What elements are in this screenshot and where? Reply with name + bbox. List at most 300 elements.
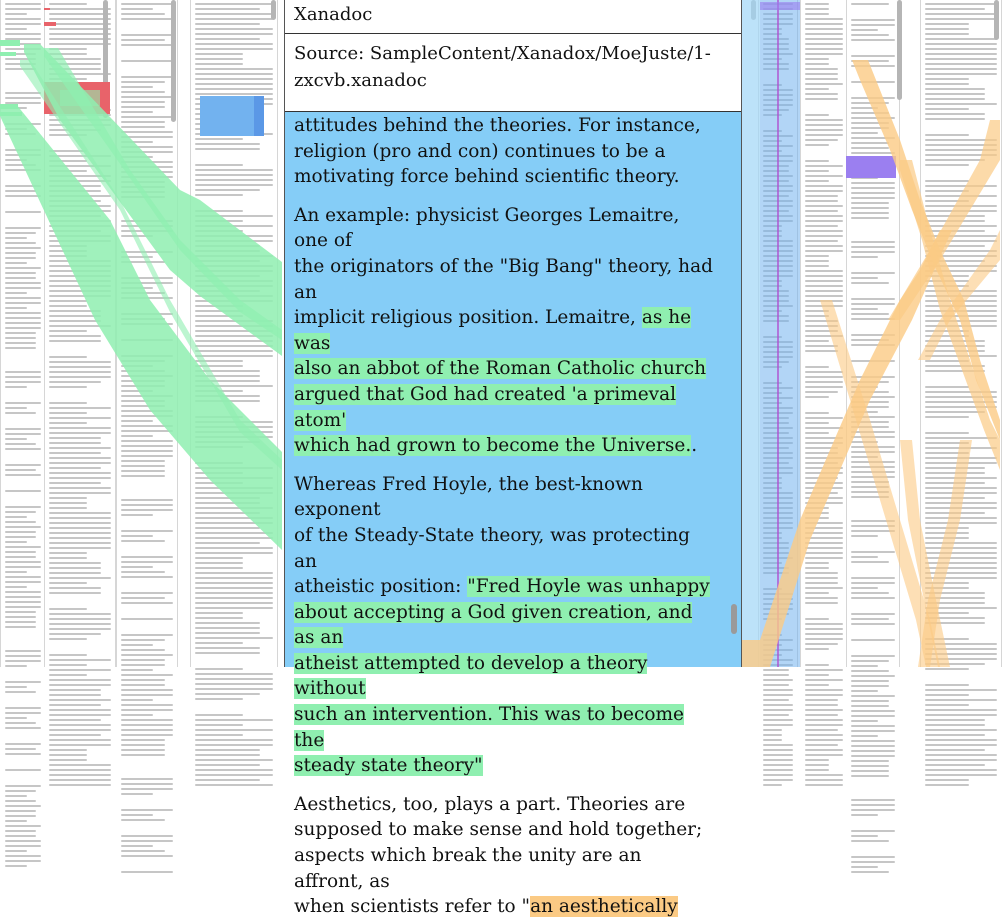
mini-column-scrollbar[interactable] xyxy=(103,0,108,118)
mini-text-line xyxy=(117,49,177,57)
mini-text-line xyxy=(5,332,36,334)
mini-text-line xyxy=(5,18,41,20)
mini-text-line xyxy=(49,225,111,227)
mini-text-line xyxy=(805,714,838,716)
mini-text-line xyxy=(805,462,838,464)
mini-text-line xyxy=(763,341,793,343)
mini-text-line xyxy=(763,472,793,474)
mini-text-line xyxy=(805,467,843,469)
mini-text-line xyxy=(805,542,843,544)
mini-text-line xyxy=(195,265,273,267)
mini-text-line xyxy=(49,557,87,559)
mini-text-line xyxy=(925,48,997,50)
mini-text-line xyxy=(49,325,111,327)
mini-text-line xyxy=(763,407,793,409)
mini-text-line xyxy=(49,23,111,25)
mini-text-line xyxy=(49,402,87,404)
mini-text-line xyxy=(5,169,41,171)
mini-text-line xyxy=(49,305,87,307)
mini-text-line xyxy=(49,165,111,167)
mini-text-line xyxy=(195,507,273,509)
mini-text-line xyxy=(851,695,895,697)
green-highlighted-text[interactable]: "Fred Hoyle was unhappy xyxy=(467,576,710,598)
mini-text-line xyxy=(925,88,985,90)
mini-text-line xyxy=(805,684,829,686)
mini-text-line xyxy=(925,205,997,207)
mini-text-line xyxy=(195,562,243,564)
mini-text-line xyxy=(117,519,177,527)
mini-text-line xyxy=(851,491,889,493)
mini-text-line xyxy=(195,184,273,186)
mini-text-line xyxy=(121,535,153,537)
mini-text-line xyxy=(851,710,895,712)
mini-text-line xyxy=(121,514,153,516)
mini-text-line xyxy=(195,759,273,761)
mini-text-line xyxy=(5,232,36,234)
document-paragraph xyxy=(294,472,713,779)
mini-text-line xyxy=(851,318,895,320)
mini-text-line xyxy=(925,355,997,357)
mini-text-line xyxy=(195,315,243,317)
green-highlighted-text[interactable]: about accepting a God given creation, and as an xyxy=(294,601,693,649)
mini-text-line xyxy=(195,602,273,604)
mini-text-line xyxy=(851,461,895,463)
mini-text-line xyxy=(763,140,782,142)
text-segment: supposed to make sense and hold together; xyxy=(294,819,703,841)
mini-text-line xyxy=(121,235,153,237)
mini-text-line xyxy=(195,607,273,609)
mini-text-line xyxy=(195,58,243,60)
mini-text-line xyxy=(195,729,273,731)
mini-text-line xyxy=(49,155,111,157)
mini-text-line xyxy=(851,471,895,473)
mini-text-line xyxy=(925,704,969,706)
mini-text-line xyxy=(851,577,895,579)
mini-text-line xyxy=(763,104,793,106)
mini-text-line xyxy=(925,290,997,292)
mini-text-line xyxy=(763,452,793,454)
mini-text-line xyxy=(195,255,273,257)
mini-text-line xyxy=(805,180,829,182)
mini-text-line xyxy=(925,149,997,151)
mini-column-scrollbar[interactable] xyxy=(897,0,902,100)
mini-text-line xyxy=(763,165,789,167)
mini-text-line xyxy=(49,190,101,192)
mini-text-line xyxy=(925,200,969,202)
document-scrollbar[interactable] xyxy=(731,604,737,634)
mini-text-line xyxy=(925,315,997,317)
mini-text-line xyxy=(805,305,843,307)
mini-text-line xyxy=(195,103,273,105)
mini-text-line xyxy=(851,441,878,443)
mini-text-line xyxy=(847,644,899,652)
mini-text-line xyxy=(5,556,36,558)
mini-text-line xyxy=(851,755,895,757)
mini-text-line xyxy=(925,612,969,614)
mini-text-line xyxy=(49,689,101,691)
mini-text-line xyxy=(805,98,838,100)
mini-text-line xyxy=(847,349,899,357)
mini-text-line xyxy=(1,758,45,766)
text-line xyxy=(294,896,678,917)
mini-text-line xyxy=(805,784,843,786)
mini-text-line xyxy=(851,19,895,21)
mini-text-line xyxy=(805,597,838,599)
mini-text-line xyxy=(851,117,895,119)
mini-text-line xyxy=(925,240,997,242)
mini-text-line xyxy=(805,200,838,202)
text-line xyxy=(294,602,692,649)
mini-text-line xyxy=(121,719,173,721)
mini-text-line xyxy=(925,653,997,655)
mini-text-line xyxy=(851,81,895,83)
mini-text-line xyxy=(851,745,895,747)
mini-text-line xyxy=(805,160,829,162)
mini-column-scrollbar[interactable] xyxy=(171,0,176,122)
mini-text-line xyxy=(851,535,878,537)
mini-text-line xyxy=(121,561,173,563)
mini-text-line xyxy=(121,440,173,442)
mini-text-line xyxy=(851,376,895,378)
mini-text-line xyxy=(195,502,260,504)
mini-text-line xyxy=(805,129,843,131)
mini-text-line xyxy=(5,464,41,466)
mini-text-line xyxy=(805,507,829,509)
mini-text-line xyxy=(195,93,273,95)
mini-text-line xyxy=(49,28,111,30)
mini-text-line xyxy=(763,155,793,157)
mini-text-line xyxy=(805,547,843,549)
mini-text-line xyxy=(851,137,895,139)
mini-text-line xyxy=(5,307,27,309)
text-segment: implicit religious position. Lemaitre, xyxy=(294,307,642,329)
mini-text-line xyxy=(763,704,793,706)
mini-text-line xyxy=(925,98,985,100)
mini-text-line xyxy=(49,335,101,337)
mini-text-line xyxy=(1,73,45,81)
mini-text-line xyxy=(49,134,87,136)
mini-text-line xyxy=(49,185,101,187)
document-source-path xyxy=(285,34,741,112)
mini-text-line xyxy=(195,472,243,474)
mini-text-line xyxy=(49,749,87,751)
mini-text-line xyxy=(925,622,985,624)
mini-text-line xyxy=(851,655,895,657)
mini-text-line xyxy=(925,617,985,619)
mini-text-line xyxy=(805,648,829,650)
mini-text-line xyxy=(851,344,895,346)
mini-text-line xyxy=(925,547,997,549)
mini-document-column-5[interactable] xyxy=(758,0,798,667)
mini-text-line xyxy=(805,679,843,681)
mini-text-line xyxy=(49,300,87,302)
mini-text-line xyxy=(925,13,997,15)
mini-text-line xyxy=(801,653,847,661)
mini-text-line xyxy=(49,654,87,656)
mini-text-line xyxy=(5,128,27,130)
mini-text-line xyxy=(805,170,829,172)
mini-text-line xyxy=(5,297,41,299)
mini-text-line xyxy=(851,217,889,219)
mini-text-line xyxy=(5,428,41,430)
mini-text-line xyxy=(5,526,41,528)
mini-text-line xyxy=(5,433,41,435)
mini-text-line xyxy=(763,654,782,656)
mini-text-line xyxy=(5,790,36,792)
mini-text-line xyxy=(121,282,173,284)
mini-text-line xyxy=(49,104,87,106)
mini-text-line xyxy=(121,220,173,222)
mini-text-line xyxy=(195,13,273,15)
mini-text-line xyxy=(763,58,782,60)
mini-text-line xyxy=(121,96,173,98)
mini-text-line xyxy=(805,432,829,434)
mini-column-scrollbar[interactable] xyxy=(994,0,999,40)
mini-text-line xyxy=(805,210,838,212)
mini-text-line xyxy=(121,355,173,357)
mini-text-line xyxy=(851,476,895,478)
mini-text-line xyxy=(925,220,985,222)
mini-text-line xyxy=(925,78,969,80)
green-highlighted-text[interactable]: such an intervention. This was to become the xyxy=(294,704,684,751)
mini-text-line xyxy=(117,488,177,496)
mini-text-line xyxy=(1,216,45,224)
mini-column-scrollbar[interactable] xyxy=(751,0,756,20)
mini-text-line xyxy=(195,446,243,448)
green-highlighted-text[interactable]: atheist attempted to develop a theory without xyxy=(294,652,648,700)
mini-text-line xyxy=(805,124,843,126)
mini-text-line xyxy=(121,679,165,681)
mini-text-line xyxy=(45,597,115,605)
mini-text-line xyxy=(805,245,843,247)
mini-text-line xyxy=(925,43,997,45)
mini-text-line xyxy=(851,613,895,615)
mini-text-line xyxy=(195,375,260,377)
mini-text-line xyxy=(49,497,87,499)
mini-text-line xyxy=(117,240,177,248)
mini-text-line xyxy=(195,18,273,20)
mini-text-line xyxy=(1,495,45,503)
mini-text-line xyxy=(195,774,273,776)
mini-text-line xyxy=(121,835,173,837)
mini-text-line xyxy=(49,734,101,736)
mini-text-line xyxy=(121,597,165,599)
mini-document-column-1[interactable] xyxy=(0,0,46,667)
mini-text-line xyxy=(763,135,793,137)
mini-text-line xyxy=(49,744,111,746)
mini-text-line xyxy=(49,608,87,610)
mini-text-line xyxy=(851,421,889,423)
mini-text-line xyxy=(805,275,843,277)
mini-text-line xyxy=(49,230,101,232)
mini-text-line xyxy=(763,8,793,10)
mini-text-line xyxy=(801,401,847,409)
mini-text-line xyxy=(5,272,36,274)
mini-text-line xyxy=(847,501,899,509)
mini-text-line xyxy=(49,235,111,237)
mini-text-line xyxy=(195,345,273,347)
mini-text-line xyxy=(121,783,173,785)
mini-text-line xyxy=(5,516,27,518)
mini-text-line xyxy=(763,739,782,741)
mini-text-line xyxy=(49,170,87,172)
mini-text-line xyxy=(805,633,843,635)
mini-text-line xyxy=(759,371,797,379)
mini-text-line xyxy=(763,517,793,519)
text-line xyxy=(294,115,701,136)
mini-text-line xyxy=(121,430,173,432)
mini-text-line xyxy=(121,814,153,816)
mini-text-line xyxy=(805,18,843,20)
mini-text-line xyxy=(5,586,27,588)
mini-text-line xyxy=(49,567,101,569)
mini-text-line xyxy=(925,360,969,362)
green-highlighted-text[interactable]: also an abbot of the Roman Catholic church xyxy=(294,358,706,380)
green-highlighted-text[interactable]: argued that God had created 'a primeval atom' xyxy=(294,383,677,431)
mini-text-line xyxy=(805,452,838,454)
mini-text-line xyxy=(805,587,843,589)
mini-text-line xyxy=(851,436,895,438)
mini-document-column-7[interactable] xyxy=(846,0,900,667)
text-line xyxy=(294,256,713,303)
mini-text-line xyxy=(121,540,165,542)
mini-text-line xyxy=(49,78,87,80)
mini-text-line xyxy=(49,623,111,625)
mini-text-line xyxy=(121,571,165,573)
mini-text-line xyxy=(121,845,153,847)
mini-text-line xyxy=(117,759,177,767)
green-highlighted-text[interactable]: which had grown to become the Universe. xyxy=(294,435,692,457)
mini-text-line xyxy=(195,592,273,594)
green-highlighted-text[interactable]: steady state theory" xyxy=(294,755,483,777)
document-content[interactable] xyxy=(285,112,741,918)
green-highlighted-text[interactable]: as he was xyxy=(294,307,692,354)
mini-text-line xyxy=(5,551,36,553)
mini-text-line xyxy=(49,679,111,681)
mini-text-line xyxy=(763,644,782,646)
mini-text-line xyxy=(1,774,45,782)
mini-text-line xyxy=(5,490,41,492)
mini-text-line xyxy=(49,422,87,424)
mini-text-line xyxy=(5,3,41,5)
mini-text-line xyxy=(5,292,27,294)
mini-text-line xyxy=(195,642,243,644)
mini-text-line xyxy=(49,618,111,620)
mini-text-line xyxy=(925,638,969,640)
mini-text-line xyxy=(121,196,165,198)
mini-text-line xyxy=(195,215,273,217)
mini-text-line xyxy=(763,387,793,389)
mini-text-line xyxy=(5,660,41,662)
mini-text-line xyxy=(49,739,111,741)
mini-text-line xyxy=(925,694,969,696)
mini-text-line xyxy=(805,537,843,539)
mini-text-line xyxy=(763,618,782,620)
mini-text-line xyxy=(49,709,111,711)
mini-text-line xyxy=(49,376,111,378)
mini-text-line xyxy=(5,237,27,239)
mini-text-line xyxy=(121,8,153,10)
mini-text-line xyxy=(925,391,997,393)
mini-text-line xyxy=(805,33,843,35)
mini-text-line xyxy=(49,699,111,701)
mini-text-line xyxy=(805,577,838,579)
mini-text-line xyxy=(117,65,177,73)
text-line xyxy=(294,358,706,379)
mini-text-line xyxy=(5,810,36,812)
mini-text-line xyxy=(925,28,969,30)
text-line xyxy=(294,141,666,162)
mini-text-line xyxy=(805,63,829,65)
text-line xyxy=(294,525,690,572)
mini-text-line xyxy=(847,566,899,574)
mini-text-line xyxy=(925,230,985,232)
mini-text-line xyxy=(925,113,985,115)
mini-text-line xyxy=(759,577,797,585)
mini-text-line xyxy=(805,285,843,287)
mini-text-line xyxy=(195,512,260,514)
mini-text-line xyxy=(925,663,985,665)
mini-text-line xyxy=(851,481,889,483)
mini-text-line xyxy=(925,411,985,413)
mini-text-line xyxy=(49,462,111,464)
mini-text-line xyxy=(5,282,41,284)
mini-text-line xyxy=(847,628,899,636)
mini-text-line xyxy=(925,769,997,771)
main-document-window[interactable] xyxy=(284,0,742,918)
orange-highlighted-text[interactable]: an aesthetically xyxy=(530,896,678,918)
mini-text-line xyxy=(49,53,87,55)
mini-column-scrollbar[interactable] xyxy=(271,0,276,20)
mini-text-line xyxy=(805,350,838,352)
mini-text-line xyxy=(5,407,27,409)
mini-text-line xyxy=(763,437,793,439)
mini-text-line xyxy=(49,442,101,444)
mini-document-column-3[interactable] xyxy=(116,0,178,667)
mini-text-line xyxy=(49,38,111,40)
mini-text-line xyxy=(195,617,243,619)
mini-text-line xyxy=(851,197,895,199)
mini-text-line xyxy=(763,220,793,222)
mini-document-column-4[interactable] xyxy=(190,0,278,667)
mini-text-line xyxy=(49,582,87,584)
mini-document-column-6[interactable] xyxy=(800,0,848,667)
mini-text-line xyxy=(851,246,895,248)
mini-text-line xyxy=(805,643,838,645)
mini-text-line xyxy=(195,400,260,402)
mini-text-line xyxy=(805,487,843,489)
mini-document-column-8[interactable] xyxy=(920,0,1002,667)
mini-text-line xyxy=(195,240,273,242)
mini-text-line xyxy=(49,114,111,116)
mini-text-line xyxy=(763,764,793,766)
mini-text-line xyxy=(5,287,41,289)
mini-text-line xyxy=(851,446,895,448)
mini-text-line xyxy=(195,260,260,262)
mini-text-line xyxy=(851,680,889,682)
mini-text-line xyxy=(49,18,111,20)
mini-text-line xyxy=(121,292,165,294)
mini-text-line xyxy=(925,562,997,564)
mini-text-line xyxy=(763,522,793,524)
mini-text-line xyxy=(195,28,273,30)
mini-text-line xyxy=(121,470,165,472)
mini-text-line xyxy=(5,312,41,314)
mini-text-line xyxy=(121,121,165,123)
mini-text-line xyxy=(5,28,27,30)
mini-text-line xyxy=(121,460,165,462)
mini-text-line xyxy=(847,86,899,94)
